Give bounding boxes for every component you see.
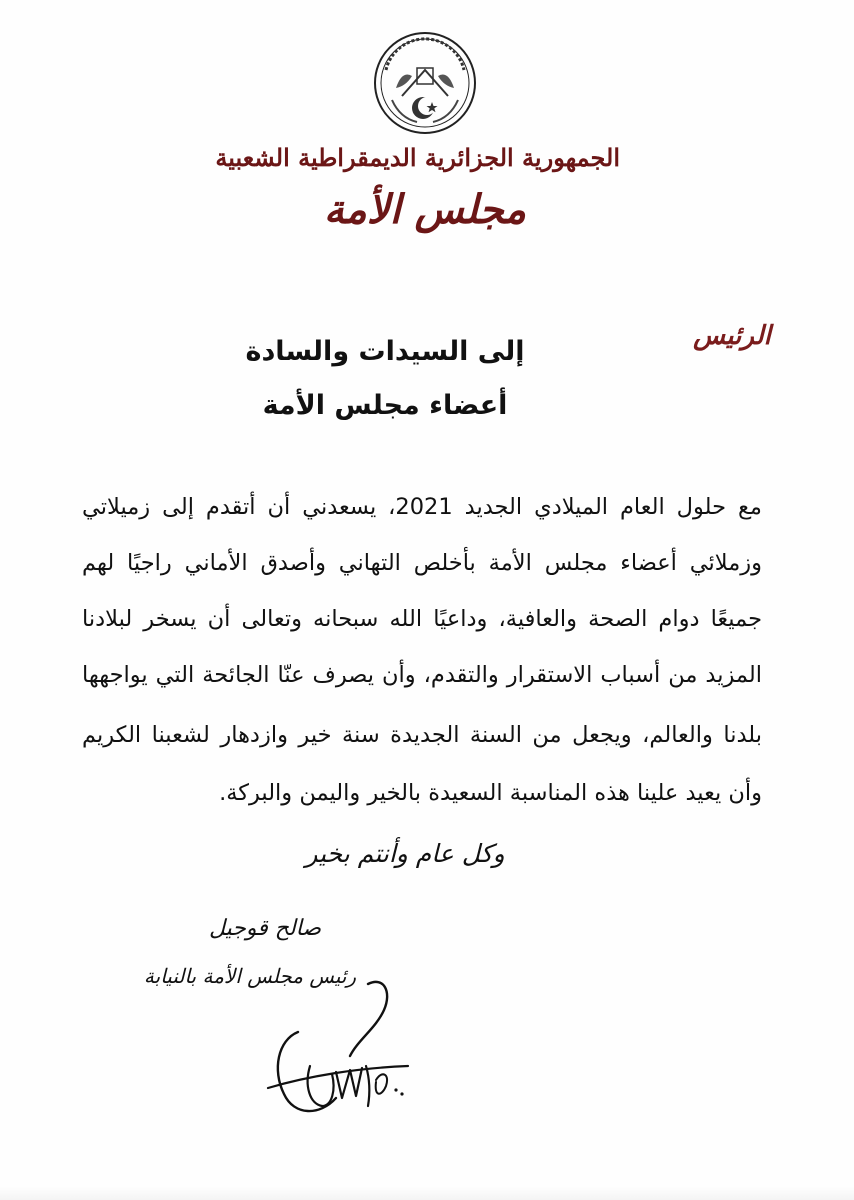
- handwritten-signature-icon: [258, 970, 428, 1130]
- signatory-name: صالح قوجيل: [208, 916, 322, 941]
- algeria-emblem-icon: [372, 30, 478, 136]
- president-stamp: الرئيس: [693, 321, 771, 351]
- body-line: بلدنا والعالم، ويجعل من السنة الجديدة سنة خير وازدهار لشعبنا الكريم: [82, 722, 762, 748]
- body-line: وزملائي أعضاء مجلس الأمة بأخلص التهاني وأصدق الأماني راجيًا لهم: [82, 550, 762, 576]
- body-line: جميعًا دوام الصحة والعافية، وداعيًا الله سبحانه وتعالى أن يسخر لبلادنا: [82, 606, 762, 632]
- body-line: وأن يعيد علينا هذه المناسبة السعيدة بالخير واليمن والبركة.: [219, 780, 762, 806]
- page-bottom-edge: [0, 1186, 854, 1200]
- council-heading: مجلس الأمة: [323, 186, 527, 233]
- body-line: المزيد من أسباب الاستقرار والتقدم، وأن يصرف عنّا الجائحة التي يواجهها: [82, 662, 762, 688]
- body-line: مع حلول العام الميلادي الجديد 2021، يسعدني أن أتقدم إلى زميلاتي: [82, 494, 762, 520]
- closing-greeting: وكل عام وأنتم بخير: [305, 839, 505, 868]
- republic-heading: الجمهورية الجزائرية الديمقراطية الشعبية: [215, 143, 620, 172]
- addressee-line-2: أعضاء مجلس الأمة: [262, 390, 508, 421]
- signatory-title: رئيس مجلس الأمة بالنيابة: [143, 964, 357, 988]
- addressee-line-1: إلى السيدات والسادة: [245, 336, 525, 367]
